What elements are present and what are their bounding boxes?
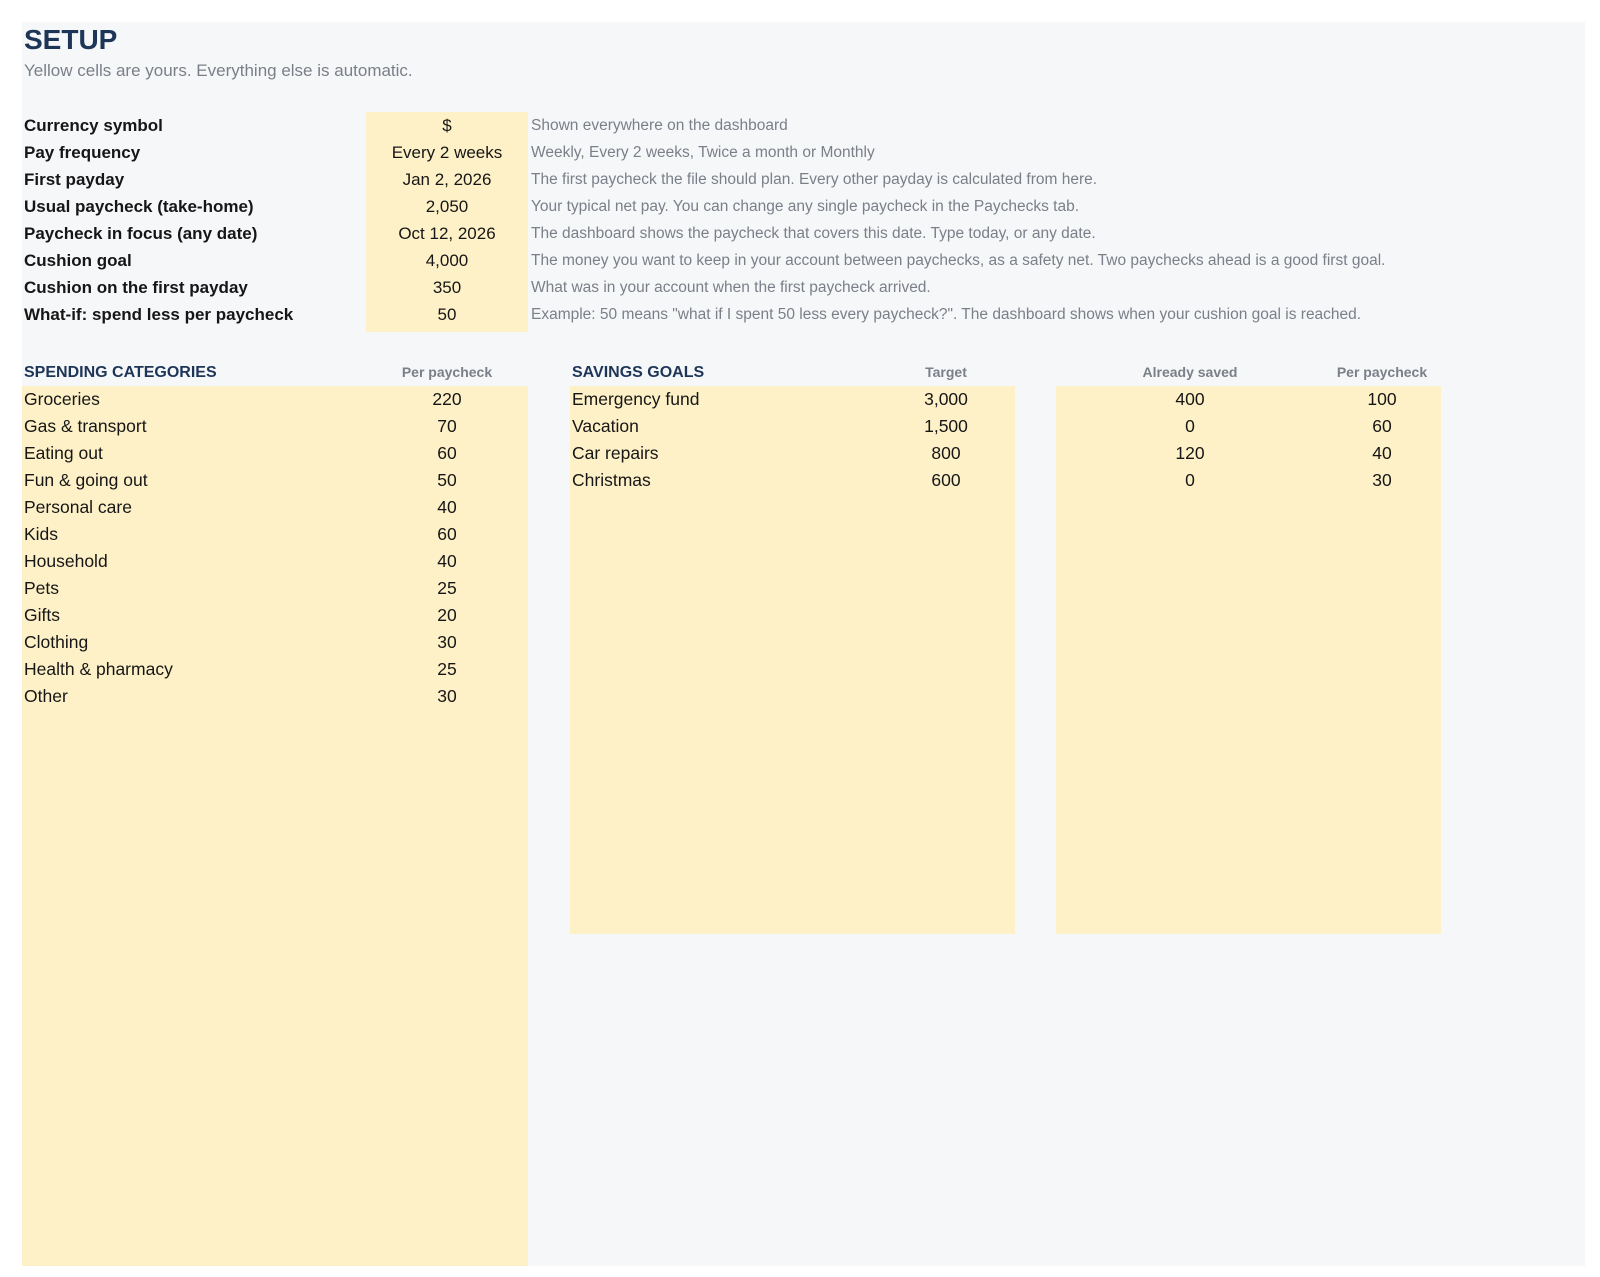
setup-label-usual-paycheck: Usual paycheck (take-home) xyxy=(24,197,254,216)
spending-category-amount[interactable]: 40 xyxy=(437,551,457,571)
setup-note-cushion-first-payday: What was in your account when the first paycheck arrived. xyxy=(531,279,931,296)
spending-category-name[interactable]: Health & pharmacy xyxy=(24,659,173,679)
what-if-input[interactable]: 50 xyxy=(437,305,457,324)
savings-goal-target[interactable]: 600 xyxy=(931,470,961,490)
savings-col-target: Target xyxy=(925,364,967,380)
savings-goal-name[interactable]: Emergency fund xyxy=(572,389,700,409)
spending-category-amount[interactable]: 60 xyxy=(437,443,457,463)
pay-frequency-input[interactable]: Every 2 weeks xyxy=(391,143,503,162)
spending-section-title: SPENDING CATEGORIES xyxy=(24,364,217,381)
spending-category-name[interactable]: Clothing xyxy=(24,632,89,652)
setup-label-what-if: What-if: spend less per paycheck xyxy=(24,305,294,324)
savings-section-title: SAVINGS GOALS xyxy=(572,364,705,381)
setup-note-pay-frequency: Weekly, Every 2 weeks, Twice a month or Monthly xyxy=(531,144,875,161)
savings-goal-already-saved[interactable]: 0 xyxy=(1185,416,1195,436)
spending-category-name[interactable]: Pets xyxy=(24,578,60,598)
setup-note-first-payday: The first paycheck the file should plan. Every other payday is calculated from here. xyxy=(531,171,1098,188)
spending-category-amount[interactable]: 30 xyxy=(437,686,457,706)
savings-goal-per-paycheck[interactable]: 30 xyxy=(1372,470,1392,490)
setup-label-currency: Currency symbol xyxy=(24,116,163,135)
savings-goal-name[interactable]: Vacation xyxy=(572,416,639,436)
savings-goal-name[interactable]: Christmas xyxy=(572,470,651,490)
savings-goal-target[interactable]: 3,000 xyxy=(924,389,968,409)
spending-category-name[interactable]: Personal care xyxy=(24,497,132,517)
cushion-first-payday-input[interactable]: 350 xyxy=(432,278,462,297)
spending-category-name[interactable]: Eating out xyxy=(24,443,103,463)
currency-symbol-input[interactable]: $ xyxy=(442,116,452,135)
savings-goal-already-saved[interactable]: 400 xyxy=(1175,389,1205,409)
setup-note-currency: Shown everywhere on the dashboard xyxy=(531,117,788,134)
spending-category-amount[interactable]: 25 xyxy=(437,578,457,598)
cushion-goal-input[interactable]: 4,000 xyxy=(425,251,469,270)
spending-category-amount[interactable]: 40 xyxy=(437,497,457,517)
spending-category-name[interactable]: Household xyxy=(24,551,108,571)
spending-category-name[interactable]: Groceries xyxy=(24,389,100,409)
setup-label-pay-frequency: Pay frequency xyxy=(24,143,141,162)
spending-category-amount[interactable]: 70 xyxy=(437,416,457,436)
savings-goal-already-saved[interactable]: 120 xyxy=(1175,443,1205,463)
savings-goal-per-paycheck[interactable]: 100 xyxy=(1367,389,1397,409)
spending-category-amount[interactable]: 20 xyxy=(437,605,457,625)
setup-label-paycheck-in-focus: Paycheck in focus (any date) xyxy=(24,224,258,243)
spending-category-amount[interactable]: 25 xyxy=(437,659,457,679)
spending-col-per-paycheck: Per paycheck xyxy=(401,364,493,380)
savings-goal-name[interactable]: Car repairs xyxy=(572,443,659,463)
savings-col-already-saved: Already saved xyxy=(1142,364,1238,380)
setup-label-cushion-first-payday: Cushion on the first payday xyxy=(24,278,248,297)
spending-category-name[interactable]: Gas & transport xyxy=(24,416,147,436)
paycheck-in-focus-input[interactable]: Oct 12, 2026 xyxy=(398,224,496,243)
spending-category-amount[interactable]: 60 xyxy=(437,524,457,544)
spending-category-amount[interactable]: 220 xyxy=(432,389,462,409)
first-payday-input[interactable]: Jan 2, 2026 xyxy=(402,170,492,189)
page-title: SETUP xyxy=(24,24,118,55)
setup-note-usual-paycheck: Your typical net pay. You can change any single paycheck in the Paychecks tab. xyxy=(531,198,1080,215)
usual-paycheck-input[interactable]: 2,050 xyxy=(425,197,469,216)
spending-category-name[interactable]: Fun & going out xyxy=(24,470,148,490)
savings-goal-per-paycheck[interactable]: 40 xyxy=(1372,443,1392,463)
spending-category-name[interactable]: Other xyxy=(24,686,68,706)
savings-goal-target[interactable]: 1,500 xyxy=(924,416,968,436)
savings-goal-already-saved[interactable]: 0 xyxy=(1185,470,1195,490)
setup-note-what-if: Example: 50 means "what if I spent 50 less every paycheck?". The dashboard shows when your cushion goal is reached. xyxy=(531,306,1362,323)
setup-note-paycheck-in-focus: The dashboard shows the paycheck that covers this date. Type today, or any date. xyxy=(531,225,1096,242)
setup-label-cushion-goal: Cushion goal xyxy=(24,251,132,270)
spending-category-amount[interactable]: 30 xyxy=(437,632,457,652)
setup-note-cushion-goal: The money you want to keep in your account between paychecks, as a safety net. Two paychecks ahead is a good first goal. xyxy=(531,252,1386,269)
spending-category-amount[interactable]: 50 xyxy=(437,470,457,490)
page-subtitle: Yellow cells are yours. Everything else is automatic. xyxy=(24,61,413,80)
setup-label-first-payday: First payday xyxy=(24,170,125,189)
spending-category-name[interactable]: Kids xyxy=(24,524,59,544)
savings-goal-per-paycheck[interactable]: 60 xyxy=(1372,416,1392,436)
savings-goal-target[interactable]: 800 xyxy=(931,443,961,463)
spending-category-name[interactable]: Gifts xyxy=(24,605,60,625)
savings-col-per-paycheck: Per paycheck xyxy=(1336,364,1428,380)
